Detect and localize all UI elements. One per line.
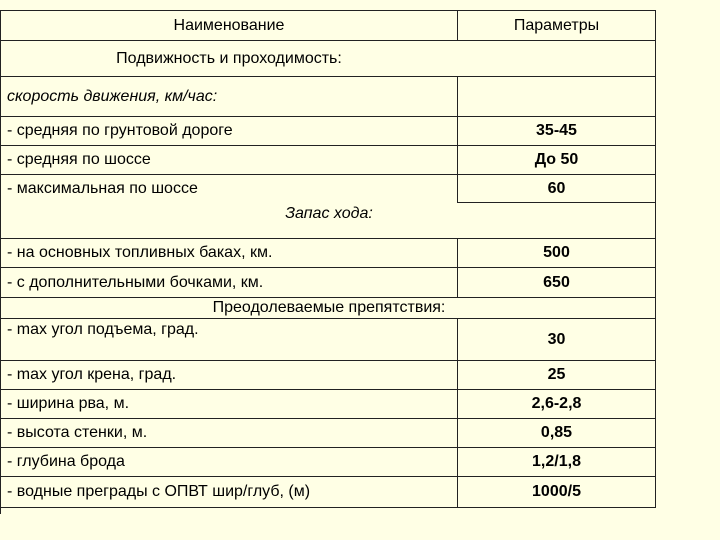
table-header [1, 11, 656, 41]
table-row: - с дополнительными бочками, км. 650 [1, 268, 656, 297]
section-title-mobility: Подвижность и проходимость: [1, 41, 656, 77]
table-row: - максимальная по шоссе 60 [1, 175, 656, 203]
section-title-range: Запас хода: [1, 203, 656, 239]
table-row: - на основных топливных баках, км. 500 [1, 239, 656, 268]
table-row: - ширина рва, м. 2,6-2,8 [1, 390, 656, 419]
table-row: - глубина брода 1,2/1,8 [1, 448, 656, 477]
table-row: - max угол подъема, град. 30 [1, 319, 656, 361]
specs-table [0, 10, 656, 514]
header-params: Параметры [457, 11, 656, 40]
table-row: - водные преграды с ОПВТ шир/глуб, (м) 1000/5 [1, 477, 656, 508]
table-row: - высота стенки, м. 0,85 [1, 419, 656, 448]
table-row: - средняя по шоссе До 50 [1, 146, 656, 175]
table-row: - средняя по грунтовой дороге 35-45 [1, 117, 656, 146]
section-title-obstacles: Преодолеваемые препятствия: [1, 297, 656, 319]
header-name: Наименование [173, 16, 285, 34]
section-subtitle-speed: скорость движения, км/час: [1, 77, 656, 117]
table-row: - max угол крена, град. 25 [1, 361, 656, 390]
